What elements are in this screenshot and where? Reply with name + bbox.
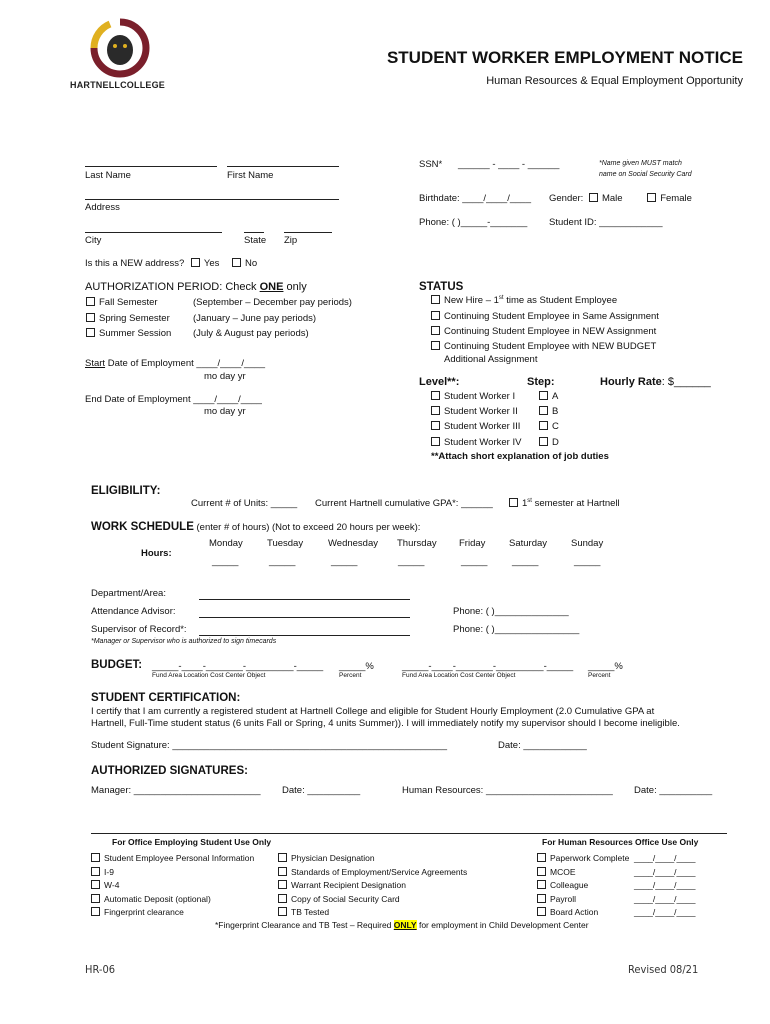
state-field[interactable] — [244, 232, 264, 233]
ssn-label: SSN* — [419, 159, 443, 170]
colleague-label: Colleague — [550, 880, 589, 890]
phone-field[interactable]: Phone: ( )_____-_______ — [419, 217, 528, 228]
budget-percent-2[interactable]: _____% — [588, 661, 623, 672]
level-3-label: Student Worker III — [444, 421, 521, 432]
new-hire-end: time as Student Employee — [503, 295, 618, 307]
level-4-label: Student Worker IV — [444, 437, 522, 448]
step-b[interactable] — [539, 406, 558, 417]
new-address-label: Is this a NEW address? — [85, 258, 185, 269]
hourly-rate-blank: : $______ — [661, 376, 711, 388]
standards-label: Standards of Employment/Service Agreements — [291, 867, 468, 877]
dept-field[interactable] — [199, 599, 410, 600]
fingerprint-label: Fingerprint clearance — [104, 907, 184, 917]
page-subtitle: Human Resources & Equal Employment Opportunity — [486, 75, 743, 87]
w4-label: W-4 — [104, 880, 120, 890]
gender-label: Gender: — [549, 193, 584, 204]
student-id-field[interactable]: Student ID: ____________ — [549, 217, 663, 228]
new-address-question — [85, 258, 257, 269]
gpa-field[interactable]: Current Hartnell cumulative GPA*: ______ — [315, 498, 493, 509]
level-1-label: Student Worker I — [444, 391, 516, 402]
hours-monday[interactable]: _____ — [212, 556, 239, 567]
level-2-label: Student Worker II — [444, 406, 518, 417]
tb-label: TB Tested — [291, 907, 330, 917]
step-d-checkbox[interactable] — [539, 437, 548, 446]
hourly-rate-label: Hourly Rate — [600, 376, 662, 388]
i9-label: I-9 — [104, 867, 114, 877]
status-new-hire[interactable] — [431, 295, 617, 306]
day-monday: Monday — [209, 538, 243, 549]
office-right-heading: For Human Resources Office Use Only — [542, 837, 699, 847]
office-col2-item[interactable] — [278, 894, 400, 904]
office-col2-item[interactable] — [278, 880, 406, 890]
ssn-note-2: name on Social Security Card — [599, 171, 692, 178]
certification-heading: STUDENT CERTIFICATION: — [91, 692, 241, 704]
budget-labels-1: Fund Area Location Cost Center Object — [152, 672, 266, 679]
units-field[interactable]: Current # of Units: _____ — [191, 498, 298, 509]
day-saturday: Saturday — [509, 538, 548, 549]
work-schedule-note: (enter # of hours) (Not to exceed 20 hours per week): — [193, 522, 421, 533]
manager-date-field[interactable]: Date: __________ — [282, 785, 361, 796]
new-address-no-checkbox[interactable] — [232, 258, 241, 267]
zip-field[interactable] — [284, 232, 332, 233]
ssn-note-1: *Name given MUST match — [599, 160, 682, 167]
form-id: HR-06 — [85, 963, 116, 976]
new-hire-text: New Hire – 1 — [444, 295, 499, 307]
auth-period-one: ONE — [259, 281, 284, 293]
budget-line-2[interactable]: _____-____-_______-_________-_____ — [402, 661, 574, 672]
auth-period-title: AUTHORIZATION PERIOD — [85, 281, 220, 293]
office-divider — [91, 833, 727, 834]
office-col1-item[interactable] — [91, 867, 114, 877]
budget-percent-label-2: Percent — [588, 672, 611, 679]
fall-checkbox[interactable] — [86, 297, 95, 306]
manager-signature-field[interactable]: Manager: ________________________ — [91, 785, 261, 796]
yes-label: Yes — [203, 258, 220, 269]
last-name-field[interactable] — [85, 166, 217, 167]
level-2-checkbox[interactable] — [431, 406, 440, 415]
work-schedule-title: WORK SCHEDULE — [91, 521, 194, 533]
revised-date: Revised 08/21 — [628, 963, 699, 976]
fall-note: (September – December pay periods) — [193, 297, 352, 308]
step-a-label: A — [552, 391, 559, 402]
checkbox[interactable] — [278, 853, 287, 862]
page-title: STUDENT WORKER EMPLOYMENT NOTICE — [386, 48, 743, 67]
office-col3-item[interactable] — [537, 853, 629, 863]
level-4[interactable] — [431, 437, 521, 448]
level-3-checkbox[interactable] — [431, 421, 440, 430]
supervisor-label: Supervisor of Record*: — [91, 624, 187, 635]
gender-female-checkbox[interactable] — [647, 193, 656, 202]
ssn-field[interactable]: ______ - ____ - ______ — [458, 159, 560, 170]
first-sem-num: 1 — [522, 498, 528, 510]
hours-saturday[interactable]: _____ — [512, 556, 539, 567]
auth-period-heading — [85, 281, 307, 293]
auth-period-check: : Check — [219, 281, 260, 293]
city-field[interactable] — [85, 232, 222, 233]
advisor-label: Attendance Advisor: — [91, 606, 176, 617]
office-col3-item[interactable] — [537, 880, 588, 890]
checkbox[interactable] — [91, 867, 100, 876]
step-a-checkbox[interactable] — [539, 391, 548, 400]
advisor-phone-field[interactable]: Phone: ( )______________ — [453, 606, 569, 617]
auto-deposit-label: Automatic Deposit (optional) — [104, 894, 211, 904]
budget-labels-2: Fund Area Location Cost Center Object — [402, 672, 516, 679]
advisor-field[interactable] — [199, 617, 410, 618]
gender-group — [549, 193, 692, 204]
certification-text-2: Hartnell, Full-Time student status (6 units Fall or Spring, 4 units Summer)). I will immediately notify my supervisor should I become ineligible. — [91, 718, 680, 729]
office-col3-item[interactable] — [537, 867, 576, 877]
footnote-only: ONLY — [393, 920, 417, 930]
work-schedule-heading — [91, 517, 420, 535]
address-label: Address — [85, 202, 120, 213]
step-c-checkbox[interactable] — [539, 421, 548, 430]
hours-label: Hours: — [141, 548, 172, 559]
new-hire-sup: st — [498, 295, 504, 301]
status-new-assignment[interactable] — [431, 326, 656, 337]
new-assignment-label: Continuing Student Employee in NEW Assignment — [444, 326, 657, 337]
checkbox[interactable] — [537, 907, 546, 916]
level-4-checkbox[interactable] — [431, 437, 440, 446]
mcoe-label: MCOE — [550, 867, 576, 877]
first-sem-sup: st — [527, 498, 532, 504]
auth-option-spring[interactable] — [86, 313, 170, 324]
office-col1-item[interactable] — [91, 907, 184, 917]
manager-note: *Manager or Supervisor who is authorized to sign timecards — [91, 638, 277, 645]
payroll-label: Payroll — [550, 894, 576, 904]
authorized-heading: AUTHORIZED SIGNATURES: — [91, 765, 248, 777]
new-hire-checkbox[interactable] — [431, 295, 440, 304]
certification-text-1: I certify that I am currently a registered student at Hartnell College and eligible for Student Hourly Employment (2.0 Cumulative GPA at — [91, 706, 655, 717]
level-1[interactable] — [431, 391, 515, 402]
same-assignment-label: Continuing Student Employee in Same Assignment — [444, 311, 659, 322]
spring-note: (January – June pay periods) — [193, 313, 317, 324]
spring-label: Spring Semester — [99, 313, 170, 324]
hr-signature-field[interactable]: Human Resources: ________________________ — [402, 785, 613, 796]
gender-male-checkbox[interactable] — [589, 193, 598, 202]
office-col1-item[interactable] — [91, 894, 211, 904]
eligibility-heading: ELIGIBILITY: — [91, 485, 161, 497]
hours-sunday[interactable]: _____ — [574, 556, 601, 567]
checkbox[interactable] — [537, 894, 546, 903]
checkbox[interactable] — [91, 894, 100, 903]
checkbox[interactable] — [91, 907, 100, 916]
student-date-field[interactable]: Date: ____________ — [498, 740, 587, 751]
office-col3-item[interactable] — [537, 894, 576, 904]
summer-note: (July & August pay periods) — [193, 328, 309, 339]
hourly-rate-field[interactable] — [600, 376, 711, 388]
office-footnote — [215, 920, 589, 930]
zip-label: Zip — [284, 235, 298, 246]
no-label: No — [245, 258, 258, 269]
checkbox[interactable] — [278, 867, 287, 876]
hours-thursday[interactable]: _____ — [398, 556, 425, 567]
office-left-heading: For Office Employing Student Use Only — [112, 837, 272, 847]
student-signature-field[interactable]: Student Signature: ____________________________________________________ — [91, 740, 448, 751]
fall-label: Fall Semester — [99, 297, 158, 308]
dept-label: Department/Area: — [91, 588, 166, 599]
state-label: State — [244, 235, 267, 246]
checkbox[interactable] — [91, 880, 100, 889]
office-col2-item[interactable] — [278, 853, 375, 863]
start-date-parts: mo day yr — [204, 371, 246, 382]
panther-logo-icon — [80, 18, 160, 78]
checkbox[interactable] — [278, 894, 287, 903]
city-label: City — [85, 235, 102, 246]
office-col3-item[interactable] — [537, 907, 598, 917]
logo-text: HARTNELLCOLLEGE — [70, 80, 165, 90]
ssc-copy-label: Copy of Social Security Card — [291, 894, 400, 904]
office-date-field[interactable]: ____/____/____ — [634, 867, 696, 877]
hours-wednesday[interactable]: _____ — [331, 556, 358, 567]
male-label: Male — [601, 193, 623, 204]
first-name-field[interactable] — [227, 166, 339, 167]
auth-period-only: only — [283, 281, 307, 293]
footnote-pre: *Fingerprint Clearance and TB Test – Required — [215, 920, 394, 930]
attach-note: **Attach short explanation of job duties — [431, 451, 609, 462]
day-friday: Friday — [459, 538, 486, 549]
female-label: Female — [660, 193, 692, 204]
first-name-label: First Name — [227, 170, 274, 181]
summer-checkbox[interactable] — [86, 328, 95, 337]
step-d[interactable] — [539, 437, 559, 448]
checkbox[interactable] — [537, 853, 546, 862]
level-1-checkbox[interactable] — [431, 391, 440, 400]
office-col2-item[interactable] — [278, 907, 329, 917]
level-label: Level**: — [419, 376, 460, 388]
hr-date-field[interactable]: Date: __________ — [634, 785, 713, 796]
step-c-label: C — [552, 421, 559, 432]
board-action-label: Board Action — [550, 907, 599, 917]
step-b-checkbox[interactable] — [539, 406, 548, 415]
start-word: Start — [85, 358, 106, 369]
budget-line-1[interactable]: _____-____-_______-_________-_____ — [152, 661, 324, 672]
personal-info-label: Student Employee Personal Information — [104, 853, 255, 863]
step-d-label: D — [552, 437, 559, 448]
address-field[interactable] — [85, 199, 339, 200]
office-date-field[interactable]: ____/____/____ — [634, 853, 696, 863]
step-c[interactable] — [539, 421, 559, 432]
first-semester-option[interactable] — [509, 498, 620, 509]
new-budget-checkbox[interactable] — [431, 341, 440, 350]
checkbox[interactable] — [278, 907, 287, 916]
additional-assignment: Additional Assignment — [444, 354, 538, 365]
footnote-post: for employment in Child Development Center — [416, 920, 589, 930]
level-3[interactable] — [431, 421, 520, 432]
checkbox[interactable] — [537, 880, 546, 889]
status-same-assignment[interactable] — [431, 311, 659, 322]
first-semester-checkbox[interactable] — [509, 498, 518, 507]
hours-friday[interactable]: _____ — [461, 556, 488, 567]
same-assignment-checkbox[interactable] — [431, 311, 440, 320]
start-date-field[interactable] — [85, 358, 265, 369]
step-a[interactable] — [539, 391, 558, 402]
summer-label: Summer Session — [99, 328, 172, 339]
first-sem-end: semester at Hartnell — [531, 498, 620, 510]
day-tuesday: Tuesday — [267, 538, 304, 549]
last-name-label: Last Name — [85, 170, 131, 181]
auth-option-summer[interactable] — [86, 328, 171, 339]
checkbox[interactable] — [537, 867, 546, 876]
office-col1-item[interactable] — [91, 880, 119, 890]
office-date-field[interactable]: ____/____/____ — [634, 907, 696, 917]
birthdate-field[interactable]: Birthdate: ____/____/____ — [419, 193, 531, 204]
office-date-field[interactable]: ____/____/____ — [634, 880, 696, 890]
end-date-parts: mo day yr — [204, 406, 246, 417]
budget-heading: BUDGET: — [91, 659, 143, 671]
status-heading: STATUS — [419, 281, 464, 293]
office-date-field[interactable]: ____/____/____ — [634, 894, 696, 904]
checkbox[interactable] — [91, 853, 100, 862]
office-col1-item[interactable] — [91, 853, 254, 863]
step-b-label: B — [552, 406, 559, 417]
hours-tuesday[interactable]: _____ — [269, 556, 296, 567]
paperwork-label: Paperwork Complete — [550, 853, 630, 863]
start-date-label: Date of Employment ____/____/____ — [105, 358, 266, 369]
budget-percent-1[interactable]: _____% — [339, 661, 374, 672]
new-assignment-checkbox[interactable] — [431, 326, 440, 335]
checkbox[interactable] — [278, 880, 287, 889]
budget-percent-label-1: Percent — [339, 672, 362, 679]
auth-option-fall[interactable] — [86, 297, 158, 308]
end-date-field[interactable]: End Date of Employment ____/____/____ — [85, 394, 262, 405]
new-address-yes-checkbox[interactable] — [191, 258, 200, 267]
office-col2-item[interactable] — [278, 867, 467, 877]
supervisor-field[interactable] — [199, 635, 410, 636]
physician-label: Physician Designation — [291, 853, 375, 863]
day-sunday: Sunday — [571, 538, 604, 549]
day-thursday: Thursday — [397, 538, 437, 549]
new-budget-label: Continuing Student Employee with NEW BUDGET — [444, 341, 657, 352]
spring-checkbox[interactable] — [86, 313, 95, 322]
level-2[interactable] — [431, 406, 518, 417]
day-wednesday: Wednesday — [328, 538, 378, 549]
step-label: Step: — [527, 376, 555, 388]
warrant-label: Warrant Recipient Designation — [291, 880, 406, 890]
hartnell-logo — [70, 18, 165, 90]
supervisor-phone-field[interactable]: Phone: ( )________________ — [453, 624, 580, 635]
status-new-budget[interactable] — [431, 341, 656, 352]
